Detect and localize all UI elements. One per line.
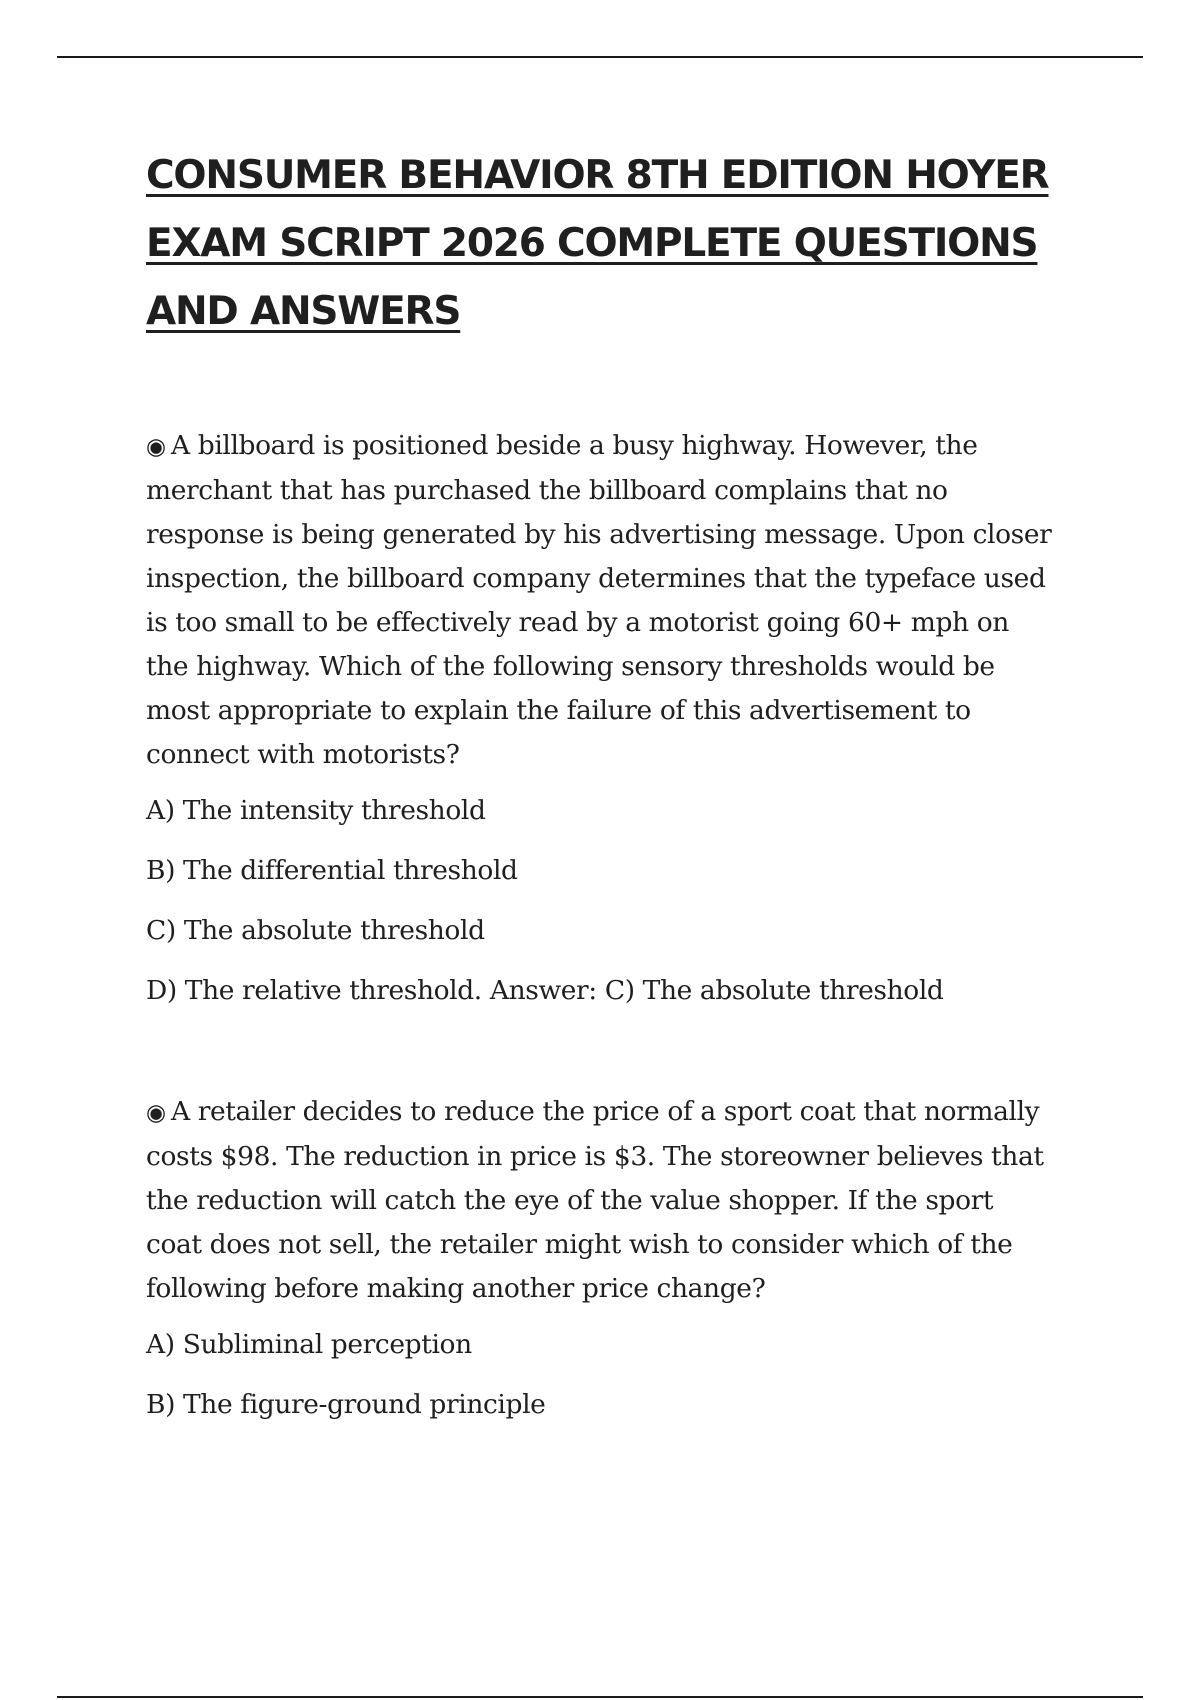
option-d: D) The relative threshold. Answer: C) The absolute threshold [146,975,944,1006]
title-line: CONSUMER BEHAVIOR 8TH EDITION HOYER [146,153,1049,198]
question-block-1 [146,424,1096,1029]
stem-line: inspection, the billboard company determines that the typeface used [146,563,1046,594]
bottom-divider [57,1696,1143,1698]
stem-line: A retailer decides to reduce the price of a sport coat that normally [171,1096,1040,1127]
stem-line: merchant that has purchased the billboard complains that no [146,475,948,506]
question-stem [146,1090,1096,1311]
stem-line: following before making another price change? [146,1273,766,1304]
option-c: C) The absolute threshold [146,915,485,946]
option-b: B) The differential threshold [146,855,518,886]
answer-options [146,789,1096,1029]
stem-line: the highway. Which of the following sensory thresholds would be [146,651,995,682]
stem-line: response is being generated by his advertising message. Upon closer [146,519,1052,550]
radio-bullet-icon: ◉ [146,434,166,460]
title-line: EXAM SCRIPT 2026 COMPLETE QUESTIONS [146,221,1038,266]
stem-line: coat does not sell, the retailer might wish to consider which of the [146,1229,1013,1260]
stem-line: connect with motorists? [146,739,460,770]
stem-line: A billboard is positioned beside a busy highway. However, the [171,430,978,461]
stem-line: the reduction will catch the eye of the value shopper. If the sport [146,1185,994,1216]
stem-line: most appropriate to explain the failure of this advertisement to [146,695,971,726]
option-b: B) The figure-ground principle [146,1389,546,1420]
top-divider [57,56,1143,58]
question-stem [146,424,1096,777]
question-block-2 [146,1090,1096,1443]
stem-line: is too small to be effectively read by a motorist going 60+ mph on [146,607,1009,638]
stem-line: costs $98. The reduction in price is $3. The storeowner believes that [146,1141,1044,1172]
radio-bullet-icon: ◉ [146,1100,166,1126]
answer-options [146,1323,1096,1443]
title-line: AND ANSWERS [146,289,461,334]
page-title [146,142,1076,346]
option-a: A) The intensity threshold [146,795,486,826]
option-a: A) Subliminal perception [146,1329,472,1360]
